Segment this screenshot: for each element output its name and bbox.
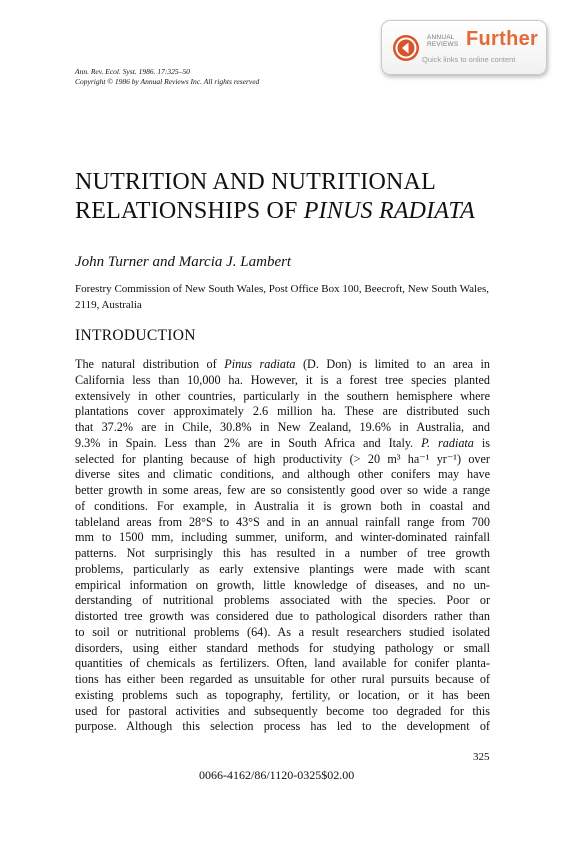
title-line-2: RELATIONSHIPS OF	[75, 198, 304, 224]
citation-line: Ann. Rev. Ecol. Syst. 1986. 17:325–50	[75, 67, 190, 76]
body-line: better growth in some areas, few are so consistently good over so wide a range	[75, 483, 490, 497]
back-arrow-circle-icon	[392, 34, 420, 62]
body-line: empirical information on growth, little knowledge of diseases, and no un-	[75, 577, 490, 592]
body-line: to soil or nutritional problems (64). As a result researchers studied isolated	[75, 624, 490, 639]
body-line: 9.3% in Spain. Less than 2% are in South Africa and Italy. P. radiata is	[75, 435, 490, 450]
body-line: The natural distribution of Pinus radiata (D. Don) is limited to an area in	[75, 357, 490, 371]
badge-further-label: Further	[466, 28, 539, 50]
body-line: quantities of chemicals as fertilizers. Often, land available for conifer planta-	[75, 656, 490, 671]
affiliation: Forestry Commission of New South Wales, Post Office Box 100, Beecroft, New South Wales, 2119, Australia	[75, 283, 489, 311]
body-line: tions has either been regarded as unsuitable for other rural pursuits because of	[75, 672, 490, 686]
body-line: mm to 1500 mm, including summer, uniform, and winter-dominated rainfall	[75, 530, 490, 545]
body-text	[75, 357, 490, 735]
body-line: existing problems such as topography, fertility, or location, or it has been	[75, 687, 490, 702]
body-line: that 37.2% are in Chile, 30.8% in New Zealand, 19.6% in Australia, and	[75, 420, 490, 434]
section-heading: INTRODUCTION	[75, 327, 196, 344]
body-line: purpose. Although this selection process has led to the development of	[75, 719, 490, 734]
title-species: PINUS RADIATA	[303, 198, 475, 224]
footer-code: 0066-4162/86/1120-0325$02.00	[199, 768, 355, 782]
body-line: selected for planting because of high productivity (> 20 m³ ha⁻¹ yr⁻¹) over	[75, 451, 490, 466]
copyright-line: Copyright © 1986 by Annual Reviews Inc. All rights reserved	[75, 76, 260, 86]
body-line: tableland areas from 28°S to 43°S and in an annual rainfall range from 700	[75, 514, 490, 529]
badge-publisher-label: ANNUAL REVIEWS	[427, 34, 459, 48]
body-line: problems, particularly as early extensive plantings were made with scant	[75, 561, 490, 576]
article-title	[75, 168, 475, 226]
page-number: 325	[473, 751, 490, 763]
body-line: disorders, using either standard methods for studying pathology or small	[75, 640, 490, 655]
body-line: extensively in other countries, particularly in the southern hemisphere where	[75, 388, 490, 403]
body-line: California less than 10,000 ha. However, it is a forest tree species planted	[75, 372, 490, 387]
badge-tagline: Quick links to online content	[422, 55, 516, 64]
body-line: diverse sites and climatic conditions, and although other conifers may have	[75, 467, 490, 482]
body-line: patterns. Not surprisingly this has resulted in a number of tree growth	[75, 546, 490, 560]
body-line: plantations cover approximately 2.6 million ha. These are distributed such	[75, 404, 490, 419]
body-line: distorted tree growth was considered due to pathological disorders rather than	[75, 609, 490, 623]
body-line: used for pastoral activities and subsequently become too degraded for this	[75, 703, 490, 718]
body-line: of conditions. For example, in Australia it is grown both in coastal and	[75, 498, 490, 513]
further-badge[interactable]	[381, 20, 547, 75]
journal-citation	[75, 67, 259, 86]
title-line-1: NUTRITION AND NUTRITIONAL	[75, 169, 436, 195]
authors: John Turner and Marcia J. Lambert	[75, 254, 292, 270]
body-line: derstanding of nutritional problems associated with the species. Poor or	[75, 593, 490, 608]
